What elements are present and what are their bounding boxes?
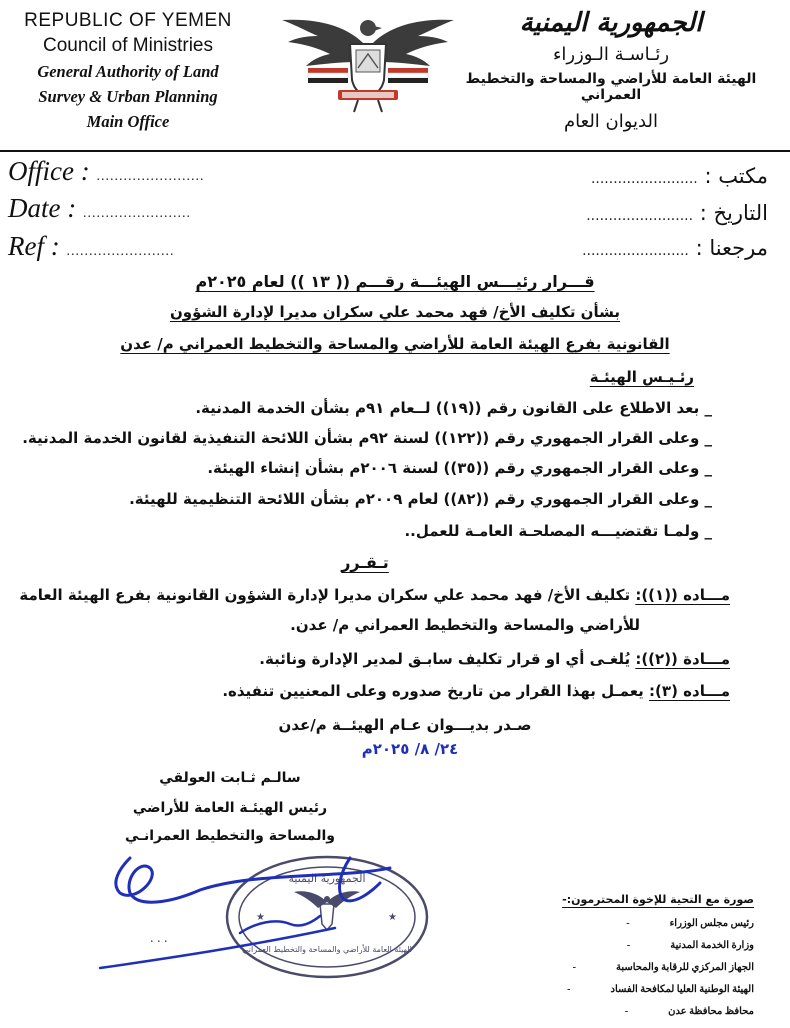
council-name-ar: رئـاسـة الـوزراء — [552, 44, 670, 65]
cc-item-text: الهيئة الوطنية العليا لمكافحة الفساد — [610, 984, 754, 995]
preamble-line-2: _ وعلى القرار الجمهوري رقم ((١٢٢)) لسنة ٩٢م بشأن اللائحة التنفيذية لقانون الخدمة المدنية. — [22, 429, 712, 447]
article-1-text: تكليف الأخ/ فهد محمد علي سكران مديرا لإدارة الشؤون القانونية بفرع الهيئة العامة — [19, 586, 631, 604]
article-3-label: مـــاده (٣): — [649, 682, 730, 700]
office-name-ar: الديوان العام — [564, 111, 658, 132]
ref-dots-ar: ........................ — [582, 243, 689, 259]
cc-list — [554, 918, 754, 1028]
country-name-en: REPUBLIC OF YEMEN — [24, 10, 232, 31]
signatory-name: سالـم ثـابت العولقي — [159, 770, 301, 786]
cc-item-text: الجهاز المركزي للرقابة والمحاسبة — [615, 962, 754, 973]
cc-item-text: محافظ محافظة عدن — [668, 1006, 754, 1017]
header-arabic — [446, 8, 776, 132]
cc-item: وزارة الخدمة المدنية- — [626, 940, 754, 951]
ref-field-en — [8, 231, 174, 262]
issued-at: صـدر بديـــوان عـام الهيئــة م/عدن — [278, 716, 532, 734]
cc-item-text: وزارة الخدمة المدنية — [670, 940, 754, 951]
country-name-ar: الجمهورية اليمنية — [519, 8, 703, 38]
cc-item: الجهاز المركزي للرقابة والمحاسبة- — [572, 962, 754, 973]
cc-title: صورة مع التحية للإخوة المحترمون:- — [562, 893, 754, 906]
preamble-line-4: _ وعلى القرار الجمهوري رقم ((٨٢)) لعام ٢٠٠٩م بشأن اللائحة التنظيمية للهيئة. — [129, 490, 712, 508]
authority-heading: رئـيـس الهيئـة — [589, 368, 694, 386]
date-field-en — [8, 193, 191, 224]
council-name-en: Council of Ministries — [43, 35, 213, 56]
header-english — [8, 10, 248, 132]
office-field-ar — [591, 164, 768, 188]
date-dots-ar: ........................ — [586, 208, 694, 224]
date-dots-en: ........................ — [82, 206, 191, 221]
decision-subject-2: القانونية بفرع الهيئة العامة للأراضي والمساحة والتخطيط العمراني م/ عدن — [120, 335, 670, 353]
preamble-line-5: _ ولمـا تقتضيـــه المصلحـة العامـة للعمل.. — [404, 522, 712, 540]
office-field-en — [8, 156, 204, 187]
date-field-ar — [586, 201, 768, 225]
date-label-en: Date : — [8, 193, 77, 223]
article-1-label: مـــاده ((١)): — [635, 586, 730, 604]
office-name-en: Main Office — [86, 112, 170, 131]
preamble-line-3: _ وعلى القرار الجمهوري رقم ((٣٥)) لسنة ٢٠٠٦م بشأن إنشاء الهيئة. — [207, 459, 712, 477]
cc-item-text: رئيس مجلس الوزراء — [669, 918, 754, 929]
authority-name-en-2: Survey & Urban Planning — [38, 87, 218, 106]
article-1-text-cont: للأراضي والمساحة والتخطيط العمراني م/ عدن. — [290, 616, 640, 634]
decides-heading: تـقـرر — [341, 553, 389, 572]
date-label-ar: التاريخ : — [699, 201, 768, 225]
article-1-line-1 — [19, 586, 730, 604]
office-label-en: Office : — [8, 156, 90, 186]
signature-dots: . . . — [150, 931, 168, 946]
office-label-ar: مكتب : — [704, 164, 768, 188]
article-2-text: يُلغـى أي او قرار تكليف سابـق لمدير الإدارة ونائبة. — [259, 650, 631, 668]
ref-label-ar: مرجعنا : — [695, 236, 768, 260]
ref-field-ar — [582, 236, 768, 260]
stamp-top-text: الجمهورية اليمنية — [288, 872, 366, 885]
cc-item: رئيس مجلس الوزراء- — [626, 918, 754, 929]
stamp-bottom-text: الهيئة العامة للأراضي والمساحة والتخطيط العمراني — [242, 945, 412, 954]
article-3-text: يعمـل بهذا القرار من تاريخ صدوره وعلى المعنيين تنفيذه. — [222, 682, 644, 700]
ref-label-en: Ref : — [8, 231, 60, 261]
office-dots-en: ........................ — [96, 169, 205, 184]
handwritten-signature — [90, 838, 410, 978]
stamp-star-right-icon: ★ — [388, 912, 397, 923]
stamp-star-left-icon: ★ — [256, 912, 265, 923]
header-divider — [0, 150, 790, 152]
signatory-title-1: رئيس الهيئـة العامة للأراضي — [132, 800, 328, 816]
authority-name-en-1: General Authority of Land — [37, 62, 219, 81]
signatory-title-2: والمساحة والتخطيط العمرانـي — [125, 828, 335, 844]
office-dots-ar: ........................ — [590, 171, 698, 187]
decision-subject-1: بشأن تكليف الأخ/ فهد محمد علي سكران مديرا لإدارة الشؤون — [169, 303, 621, 321]
article-2-label: مـــادة ((٢)): — [635, 650, 730, 668]
authority-name-ar: الهيئة العامة للأراضي والمساحة والتخطيط العمراني — [465, 71, 757, 103]
cc-item: الهيئة الوطنية العليا لمكافحة الفساد- — [567, 984, 754, 995]
article-2 — [259, 650, 730, 668]
preamble-line-1: _ بعد الاطلاع على القانون رقم ((١٩)) لــعام ٩١م بشأن الخدمة المدنية. — [195, 399, 712, 417]
article-3 — [222, 682, 730, 700]
yemen-eagle-emblem-icon — [278, 6, 458, 116]
cc-item: محافظ محافظة عدن- — [624, 1006, 754, 1017]
decision-title: قـــرار رئيـــس الهيئـــة رقـــم (( ١٣ )) لعام ٢٠٢٥م — [195, 272, 595, 291]
ref-dots-en: ........................ — [66, 244, 175, 259]
decision-date: ٢٤/ ٨/ ٢٠٢٥م — [361, 740, 459, 758]
article-1-line-2 — [290, 616, 640, 634]
